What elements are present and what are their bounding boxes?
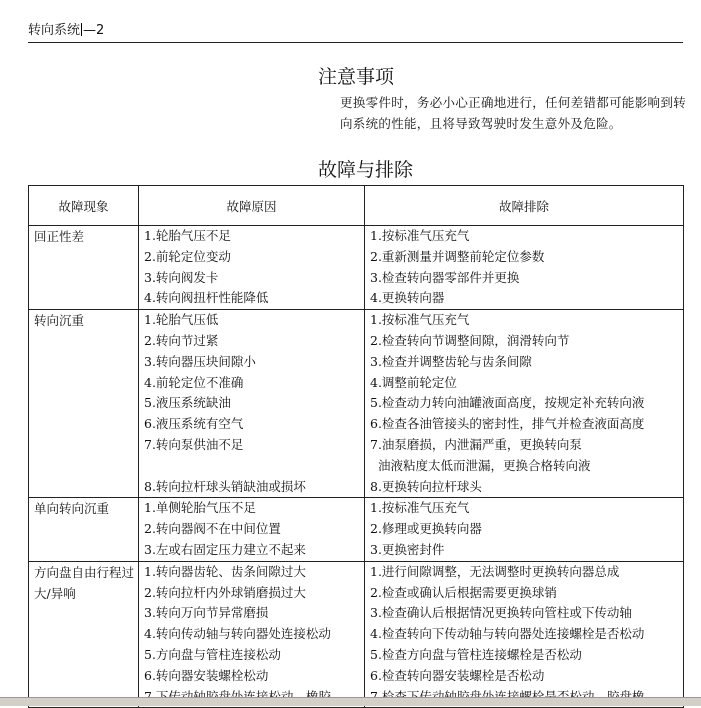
remedy-item: 4.更换转向器 xyxy=(370,290,445,306)
remedy-cell xyxy=(365,226,684,310)
fault-table-body xyxy=(29,226,684,708)
cause-item: 6.液压系统有空气 xyxy=(144,416,244,432)
remedy-item: 2.修理或更换转向器 xyxy=(370,521,482,537)
fault-table xyxy=(28,185,684,708)
cause-item: 3.左或右固定压力建立不起来 xyxy=(144,541,306,557)
remedy-item: 3.检查并调整齿轮与齿条间隙 xyxy=(370,353,532,369)
header-symptom: 故障现象 xyxy=(29,186,139,226)
symptom-cell xyxy=(29,561,139,708)
cause-item: 3.转向万向节异常磨损 xyxy=(144,605,269,621)
cause-item: 1.轮胎气压低 xyxy=(144,312,219,328)
symptom-text: 方向盘自由行程过大/异响 xyxy=(34,564,135,601)
remedy-cell xyxy=(365,498,684,561)
remedy-item: 3.检查转向器零部件并更换 xyxy=(370,269,520,285)
page-header xyxy=(28,22,683,43)
cause-cell xyxy=(139,561,365,708)
fault-title: 故障与排除 xyxy=(318,159,414,181)
remedy-item: 4.检查转向下传动轴与转向器处连接螺栓是否松动 xyxy=(370,626,645,642)
cause-item: 4.转向阀扭杆性能降低 xyxy=(144,290,269,306)
remedy-item: 5.检查动力转向油罐液面高度，按规定补充转向液 xyxy=(370,395,645,411)
symptom-text: 转向沉重 xyxy=(34,313,85,329)
text-cursor xyxy=(81,23,82,36)
table-row xyxy=(29,310,684,498)
remedy-item: 6.检查转向器安装螺栓是否松动 xyxy=(370,667,545,683)
symptom-cell xyxy=(29,310,139,498)
remedy-item: 3.更换密封件 xyxy=(370,541,445,557)
remedy-cell xyxy=(365,561,684,708)
cause-item: 1.转向器齿轮、齿条间隙过大 xyxy=(144,563,306,579)
cause-item: 4.转向传动轴与转向器处连接松动 xyxy=(144,626,331,642)
cause-item: 2.转向节过紧 xyxy=(144,332,219,348)
cause-item: 8.转向拉杆球头销缺油或损坏 xyxy=(144,478,306,494)
cause-item: 6.转向器安装螺栓松动 xyxy=(144,667,269,683)
cause-item xyxy=(144,456,364,477)
remedy-item: 1.按标准气压充气 xyxy=(370,228,470,243)
cause-item: 2.转向拉杆内外球销磨损过大 xyxy=(144,584,306,600)
remedy-cell xyxy=(365,310,684,498)
cause-item: 1.单侧轮胎气压不足 xyxy=(144,500,256,516)
remedy-item: 7.油泵磨损，内泄漏严重，更换转向泵 xyxy=(370,436,582,452)
header-page-number: —2 xyxy=(83,23,105,38)
remedy-item: 4.调整前轮定位 xyxy=(370,374,457,390)
remedy-item: 1.按标准气压充气 xyxy=(370,312,470,328)
remedy-item: 2.检查转向节调整间隙，润滑转向节 xyxy=(370,332,570,348)
remedy-item: 8.更换转向拉杆球头 xyxy=(370,478,482,494)
header-remedy: 故障排除 xyxy=(365,186,684,226)
cause-item: 2.转向器阀不在中间位置 xyxy=(144,521,281,537)
cause-cell xyxy=(139,498,365,561)
cause-item: 1.轮胎气压不足 xyxy=(144,228,231,243)
remedy-item: 2.检查或确认后根据需要更换球销 xyxy=(370,584,557,600)
notice-title: 注意事项 xyxy=(318,66,395,88)
table-row xyxy=(29,561,684,708)
remedy-item: 3.检查确认后根据情况更换转向管柱或下传动轴 xyxy=(370,605,632,621)
cause-item: 7.转向泵供油不足 xyxy=(144,436,244,452)
table-header-row xyxy=(29,186,684,226)
remedy-item: 1.进行间隙调整，无法调整时更换转向器总成 xyxy=(370,563,620,579)
cause-cell xyxy=(139,226,365,310)
remedy-item: 油液粘度太低而泄漏，更换合格转向液 xyxy=(370,457,591,473)
header-cause: 故障原因 xyxy=(139,186,365,226)
remedy-item: 6.检查各油管接头的密封性，排气并检查液面高度 xyxy=(370,416,645,432)
symptom-text: 回正性差 xyxy=(34,229,85,244)
cause-item: 5.方向盘与管柱连接松动 xyxy=(144,646,281,662)
remedy-item: 1.按标准气压充气 xyxy=(370,500,470,516)
cause-item: 3.转向器压块间隙小 xyxy=(144,353,256,369)
cause-item: 5.液压系统缺油 xyxy=(144,395,231,411)
table-row xyxy=(29,498,684,561)
cause-item: 2.前轮定位变动 xyxy=(144,248,231,264)
symptom-text: 单向转向沉重 xyxy=(34,501,110,517)
cause-item: 4.前轮定位不准确 xyxy=(144,374,244,390)
remedy-item: 2.重新测量并调整前轮定位参数 xyxy=(370,248,545,264)
header-section: 转向系统 xyxy=(28,23,81,38)
notice-body: 更换零件时，务必小心正确地进行，任何差错都可能影响到转向系统的性能，且将导致驾驶时发生意外及危险。 xyxy=(340,95,686,131)
remedy-item: 5.检查方向盘与管柱连接螺栓是否松动 xyxy=(370,646,582,662)
cause-cell xyxy=(139,310,365,498)
symptom-cell xyxy=(29,498,139,561)
cause-item: 3.转向阀发卡 xyxy=(144,269,219,285)
table-row xyxy=(29,226,684,310)
symptom-cell xyxy=(29,226,139,310)
